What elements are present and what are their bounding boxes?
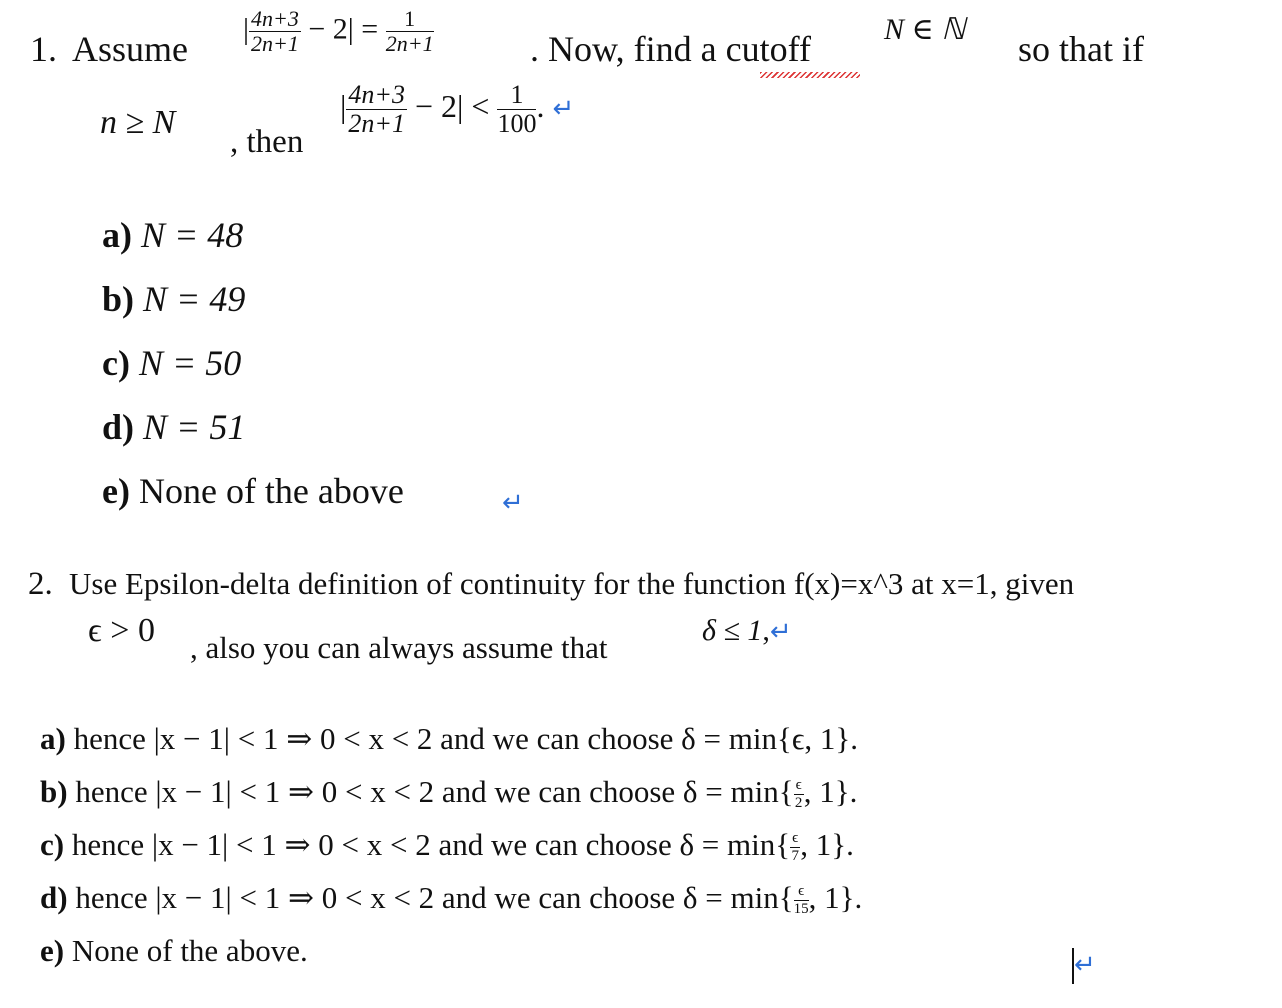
q1-option-d[interactable]: d) N = 51 — [102, 407, 246, 447]
frac-epsilon-2: $\frac{\epsilon}{2}$ — [794, 777, 803, 812]
q1-so-that: so that if — [1018, 29, 1144, 69]
q1-equation — [243, 8, 434, 55]
paragraph-return-icon: ↵ — [502, 488, 524, 518]
q1-ineq-rhs-fraction: $\frac{1}{100}$ — [497, 80, 537, 138]
q1-eq-fraction: $\frac{4n+3}{2n+1}$ — [251, 6, 299, 56]
spellcheck-underline — [760, 72, 860, 78]
q2-stem: Use Epsilon-delta definition of continuity for the function f(x)=x^3 at x=1, given — [69, 566, 1075, 601]
q1-condition: n ≥ N — [100, 104, 176, 141]
q2-option-d[interactable]: d) hence |x − 1| < 1 ⇒ 0 < x < 2 and we can choose δ = min{ $\frac{\epsilon}{15}$ , 1}. — [40, 880, 863, 918]
q1-number: 1. — [30, 29, 57, 69]
q1-ineq-end: . — [536, 87, 545, 124]
q2-option-c[interactable]: c) hence |x − 1| < 1 ⇒ 0 < x < 2 and we can choose δ = min{ $\frac{\epsilon}{7}$ , 1}. — [40, 827, 854, 865]
q2-number: 2. — [28, 566, 53, 602]
q1-stem-line1 — [30, 28, 188, 70]
q1-ineq-fraction: $\frac{4n+3}{2n+1}$ — [348, 80, 405, 138]
q1-eq-rhs-fraction: $\frac{1}{2n+1}$ — [385, 6, 434, 56]
q2-also: , also you can always assume that — [190, 630, 608, 665]
q1-option-e[interactable]: e) None of the above — [102, 471, 404, 511]
frac-epsilon-7: $\frac{\epsilon}{7}$ — [791, 830, 799, 865]
q2-stem-line1 — [28, 566, 1074, 603]
q2-option-a[interactable]: a) hence |x − 1| < 1 ⇒ 0 < x < 2 and we can choose δ = min{ϵ, 1}. — [40, 721, 859, 756]
q1-then: , then — [230, 124, 304, 160]
abs-bar: | — [243, 12, 250, 46]
q1-option-a[interactable]: a) N = 48 — [102, 215, 244, 255]
q1-option-c[interactable]: c) N = 50 — [102, 343, 242, 383]
frac-epsilon-15: $\frac{\epsilon}{15}$ — [793, 883, 809, 918]
q2-option-e[interactable]: e) None of the above. — [40, 933, 308, 968]
q1-cutoff-symbol: N ∈ ℕ — [884, 13, 966, 46]
q2-option-b[interactable]: b) hence |x − 1| < 1 ⇒ 0 < x < 2 and we can choose δ = min{ $\frac{\epsilon}{2}$ , 1}. — [40, 774, 858, 812]
q2-delta: δ ≤ 1,↵ — [702, 614, 792, 647]
q1-options — [102, 203, 404, 523]
q1-inequality — [340, 82, 574, 137]
q1-assume: Assume — [72, 29, 188, 69]
q2-options — [40, 712, 862, 977]
paragraph-return-icon: ↵ — [552, 93, 575, 124]
q1-ineq-tail: − 2| < — [414, 87, 490, 124]
abs-bar: | — [340, 87, 347, 124]
paragraph-return-icon: ↵ — [1074, 950, 1096, 980]
paragraph-return-icon: ↵ — [769, 617, 792, 647]
q1-eq-tail: − 2| = — [308, 12, 379, 46]
q1-option-b[interactable]: b) N = 49 — [102, 279, 246, 319]
q1-now-text: . Now, find a cutoff — [530, 29, 811, 69]
q2-epsilon: ϵ > 0 — [88, 612, 155, 649]
